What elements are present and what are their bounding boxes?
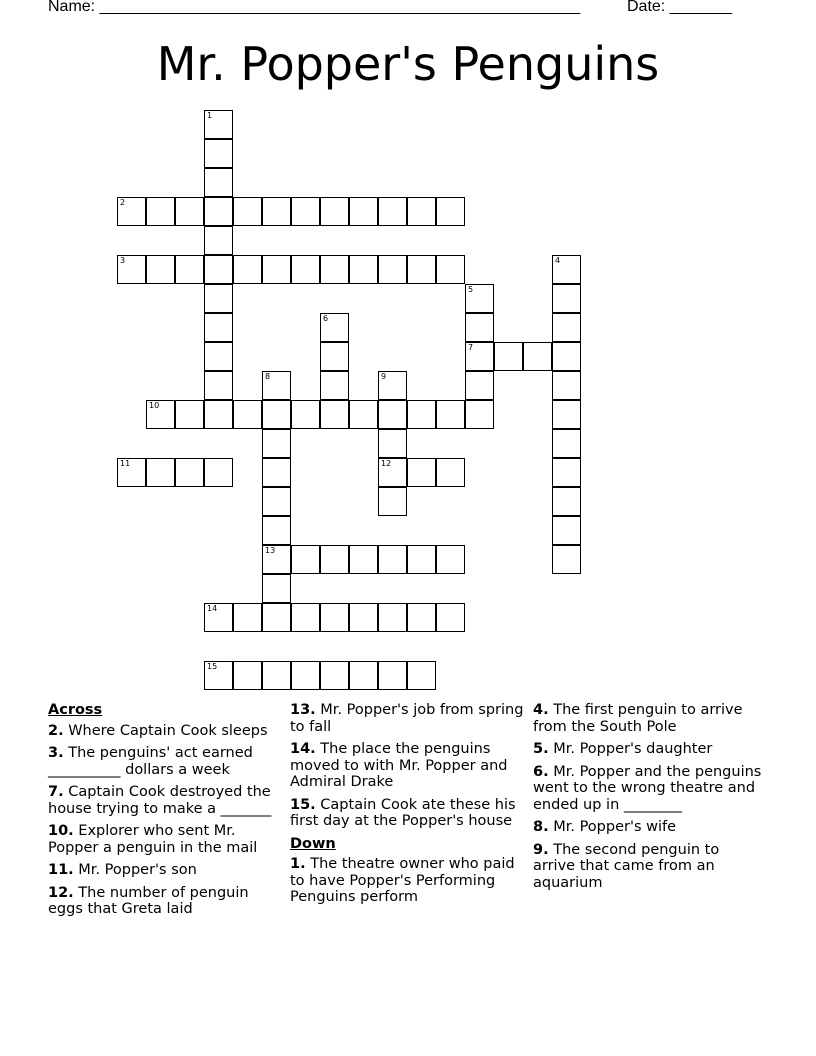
grid-cell[interactable]	[204, 458, 233, 487]
clue-text: Mr. Popper and the penguins went to the wrong theatre and ended up in ________	[533, 763, 762, 813]
clue-number-label: 15.	[290, 796, 316, 813]
grid-cell[interactable]	[233, 255, 262, 284]
grid-cell[interactable]	[552, 371, 581, 400]
grid-cell[interactable]	[204, 313, 233, 342]
grid-cell[interactable]	[436, 603, 465, 632]
grid-cell[interactable]	[407, 197, 436, 226]
grid-cell[interactable]	[175, 400, 204, 429]
clue-number: 10	[149, 401, 160, 410]
clue-text: Captain Cook ate these his first day at the Popper's house	[290, 796, 516, 829]
grid-cell[interactable]	[407, 400, 436, 429]
grid-cell[interactable]	[349, 255, 378, 284]
clue-number: 2	[120, 198, 126, 207]
clue-text: Mr. Popper's wife	[548, 819, 677, 835]
clue-across	[48, 745, 276, 778]
grid-cell[interactable]	[204, 110, 233, 139]
clues-column-3	[533, 702, 763, 897]
clue-number-label: 3.	[48, 745, 64, 761]
grid-cell[interactable]	[117, 197, 146, 226]
clue-across	[290, 741, 526, 791]
grid-cell[interactable]	[407, 458, 436, 487]
grid-cell[interactable]	[204, 226, 233, 255]
grid-cell[interactable]	[407, 661, 436, 690]
grid-cell[interactable]	[146, 458, 175, 487]
grid-cell[interactable]	[204, 661, 233, 690]
grid-cell[interactable]	[465, 400, 494, 429]
clue-number: 3	[120, 256, 126, 265]
grid-cell[interactable]	[233, 661, 262, 690]
grid-cell[interactable]	[291, 197, 320, 226]
grid-cell[interactable]	[378, 458, 407, 487]
clue-number-label: 13.	[290, 702, 316, 718]
clue-down	[533, 819, 763, 836]
grid-cell[interactable]	[204, 371, 233, 400]
clue-number: 1	[207, 111, 213, 120]
grid-cell[interactable]	[262, 516, 291, 545]
clue-down	[533, 842, 763, 892]
grid-cell[interactable]	[175, 458, 204, 487]
clue-number: 4	[555, 256, 561, 265]
grid-cell[interactable]	[378, 371, 407, 400]
grid-cell[interactable]	[378, 603, 407, 632]
clue-text: Mr. Popper's job from spring to fall	[290, 702, 524, 735]
grid-cell[interactable]	[552, 545, 581, 574]
grid-cell[interactable]	[407, 255, 436, 284]
grid-cell[interactable]	[146, 197, 175, 226]
grid-cell[interactable]	[117, 255, 146, 284]
clue-number-label: 5.	[533, 741, 549, 757]
grid-cell[interactable]	[436, 197, 465, 226]
clue-text: Mr. Popper's son	[73, 862, 197, 878]
clue-number-label: 6.	[533, 763, 549, 780]
grid-cell[interactable]	[494, 342, 523, 371]
grid-cell[interactable]	[378, 255, 407, 284]
grid-cell[interactable]	[552, 458, 581, 487]
grid-cell[interactable]	[291, 603, 320, 632]
grid-cell[interactable]	[552, 284, 581, 313]
grid-cell[interactable]	[320, 400, 349, 429]
grid-cell[interactable]	[407, 545, 436, 574]
clue-number: 13	[265, 546, 276, 555]
grid-cell[interactable]	[204, 255, 233, 284]
grid-cell[interactable]	[320, 371, 349, 400]
grid-cell[interactable]	[204, 197, 233, 226]
grid-cell[interactable]	[146, 255, 175, 284]
clue-number-label: 8.	[533, 819, 549, 835]
clue-number: 15	[207, 662, 218, 671]
clue-number: 5	[468, 285, 474, 294]
grid-cell[interactable]	[233, 400, 262, 429]
grid-cell[interactable]	[552, 400, 581, 429]
grid-cell[interactable]	[204, 603, 233, 632]
grid-cell[interactable]	[291, 545, 320, 574]
grid-cell[interactable]	[262, 458, 291, 487]
grid-cell[interactable]	[349, 545, 378, 574]
grid-cell[interactable]	[320, 342, 349, 371]
clue-number-label: 11.	[48, 862, 74, 878]
grid-cell[interactable]	[320, 313, 349, 342]
grid-cell[interactable]	[117, 458, 146, 487]
clue-text: The place the penguins moved to with Mr. Popper and Admiral Drake	[290, 741, 508, 790]
puzzle-title: Mr. Popper's Penguins	[156, 37, 660, 91]
down-clue-list-continued	[533, 702, 763, 891]
clue-across	[48, 862, 276, 879]
grid-cell[interactable]	[349, 603, 378, 632]
grid-cell[interactable]	[204, 342, 233, 371]
grid-cell[interactable]	[204, 400, 233, 429]
grid-cell[interactable]	[436, 545, 465, 574]
grid-cell[interactable]	[552, 516, 581, 545]
grid-cell[interactable]	[320, 545, 349, 574]
clue-number: 6	[323, 314, 329, 323]
clue-number-label: 14.	[290, 741, 316, 757]
grid-cell[interactable]	[552, 487, 581, 516]
grid-cell[interactable]	[523, 342, 552, 371]
grid-cell[interactable]	[291, 400, 320, 429]
clue-number-label: 12.	[48, 884, 74, 901]
grid-cell[interactable]	[320, 255, 349, 284]
clue-across	[48, 885, 276, 918]
grid-cell[interactable]	[291, 255, 320, 284]
grid-cell[interactable]	[233, 197, 262, 226]
grid-cell[interactable]	[552, 313, 581, 342]
grid-cell[interactable]	[320, 197, 349, 226]
grid-cell[interactable]	[378, 197, 407, 226]
grid-cell[interactable]	[204, 139, 233, 168]
across-clue-list	[48, 723, 276, 918]
clue-number: 9	[381, 372, 387, 381]
grid-cell[interactable]	[262, 255, 291, 284]
grid-cell[interactable]	[204, 284, 233, 313]
clue-number: 7	[468, 343, 474, 352]
grid-cell[interactable]	[262, 197, 291, 226]
grid-cell[interactable]	[436, 400, 465, 429]
down-heading: Down	[290, 835, 336, 852]
grid-cell[interactable]	[436, 458, 465, 487]
clue-number-label: 7.	[48, 784, 64, 800]
grid-cell[interactable]	[175, 197, 204, 226]
grid-cell[interactable]	[262, 661, 291, 690]
clue-text: The first penguin to arrive from the South Pole	[533, 702, 743, 735]
clue-number-label: 2.	[48, 722, 64, 739]
clue-text: Explorer who sent Mr. Popper a penguin in the mail	[48, 823, 258, 856]
clue-number: 11	[120, 459, 131, 468]
grid-cell[interactable]	[262, 545, 291, 574]
grid-cell[interactable]	[262, 429, 291, 458]
name-line: Name: ______________________________________________________	[48, 0, 581, 15]
grid-cell[interactable]	[378, 545, 407, 574]
clues-column-1	[48, 702, 276, 924]
grid-cell[interactable]	[407, 603, 436, 632]
grid-cell[interactable]	[320, 603, 349, 632]
grid-cell[interactable]	[465, 284, 494, 313]
clue-number-label: 10.	[48, 823, 74, 839]
clue-number: 8	[265, 372, 271, 381]
grid-cell[interactable]	[320, 661, 349, 690]
clue-down	[533, 741, 763, 758]
grid-cell[interactable]	[349, 197, 378, 226]
grid-cell[interactable]	[204, 168, 233, 197]
clue-down	[290, 856, 526, 906]
clue-across	[48, 784, 276, 817]
across-clue-list-continued	[290, 702, 526, 830]
clue-across	[290, 702, 526, 735]
clue-number-label: 4.	[533, 702, 549, 718]
date-line: Date: _______	[627, 0, 732, 15]
clue-text: Mr. Popper's daughter	[548, 741, 713, 757]
grid-cell[interactable]	[378, 429, 407, 458]
clue-text: The theatre owner who paid to have Popper's Performing Penguins perform	[290, 856, 515, 905]
grid-cell[interactable]	[262, 574, 291, 603]
grid-cell[interactable]	[262, 603, 291, 632]
grid-cell[interactable]	[262, 371, 291, 400]
grid-cell[interactable]	[378, 487, 407, 516]
grid-cell[interactable]	[378, 661, 407, 690]
grid-cell[interactable]	[465, 371, 494, 400]
clue-across	[290, 797, 526, 830]
clue-text: Captain Cook destroyed the house trying to make a _______	[48, 784, 272, 817]
grid-cell[interactable]	[291, 661, 320, 690]
clue-number-label: 9.	[533, 841, 549, 858]
grid-cell[interactable]	[233, 603, 262, 632]
grid-cell[interactable]	[465, 342, 494, 371]
grid-cell[interactable]	[175, 255, 204, 284]
grid-cell[interactable]	[552, 342, 581, 371]
clue-text: The penguins' act earned __________ dollars a week	[48, 745, 253, 778]
grid-cell[interactable]	[146, 400, 175, 429]
grid-cell[interactable]	[552, 429, 581, 458]
grid-cell[interactable]	[262, 400, 291, 429]
grid-cell[interactable]	[349, 400, 378, 429]
clue-number: 14	[207, 604, 218, 613]
clue-number: 12	[381, 459, 392, 468]
clue-text: The second penguin to arrive that came from an aquarium	[533, 841, 720, 891]
grid-cell[interactable]	[262, 487, 291, 516]
down-clue-list	[290, 856, 526, 906]
grid-cell[interactable]	[349, 661, 378, 690]
grid-cell[interactable]	[436, 255, 465, 284]
grid-cell[interactable]	[378, 400, 407, 429]
clue-text: Where Captain Cook sleeps	[63, 722, 268, 739]
clue-down	[533, 702, 763, 735]
across-heading: Across	[48, 702, 103, 718]
clue-across	[48, 723, 276, 740]
grid-cell[interactable]	[465, 313, 494, 342]
clue-number-label: 1.	[290, 856, 306, 872]
clue-across	[48, 823, 276, 856]
clue-down	[533, 764, 763, 814]
clues-column-2	[290, 702, 526, 912]
grid-cell[interactable]	[552, 255, 581, 284]
clue-text: The number of penguin eggs that Greta laid	[48, 884, 249, 917]
